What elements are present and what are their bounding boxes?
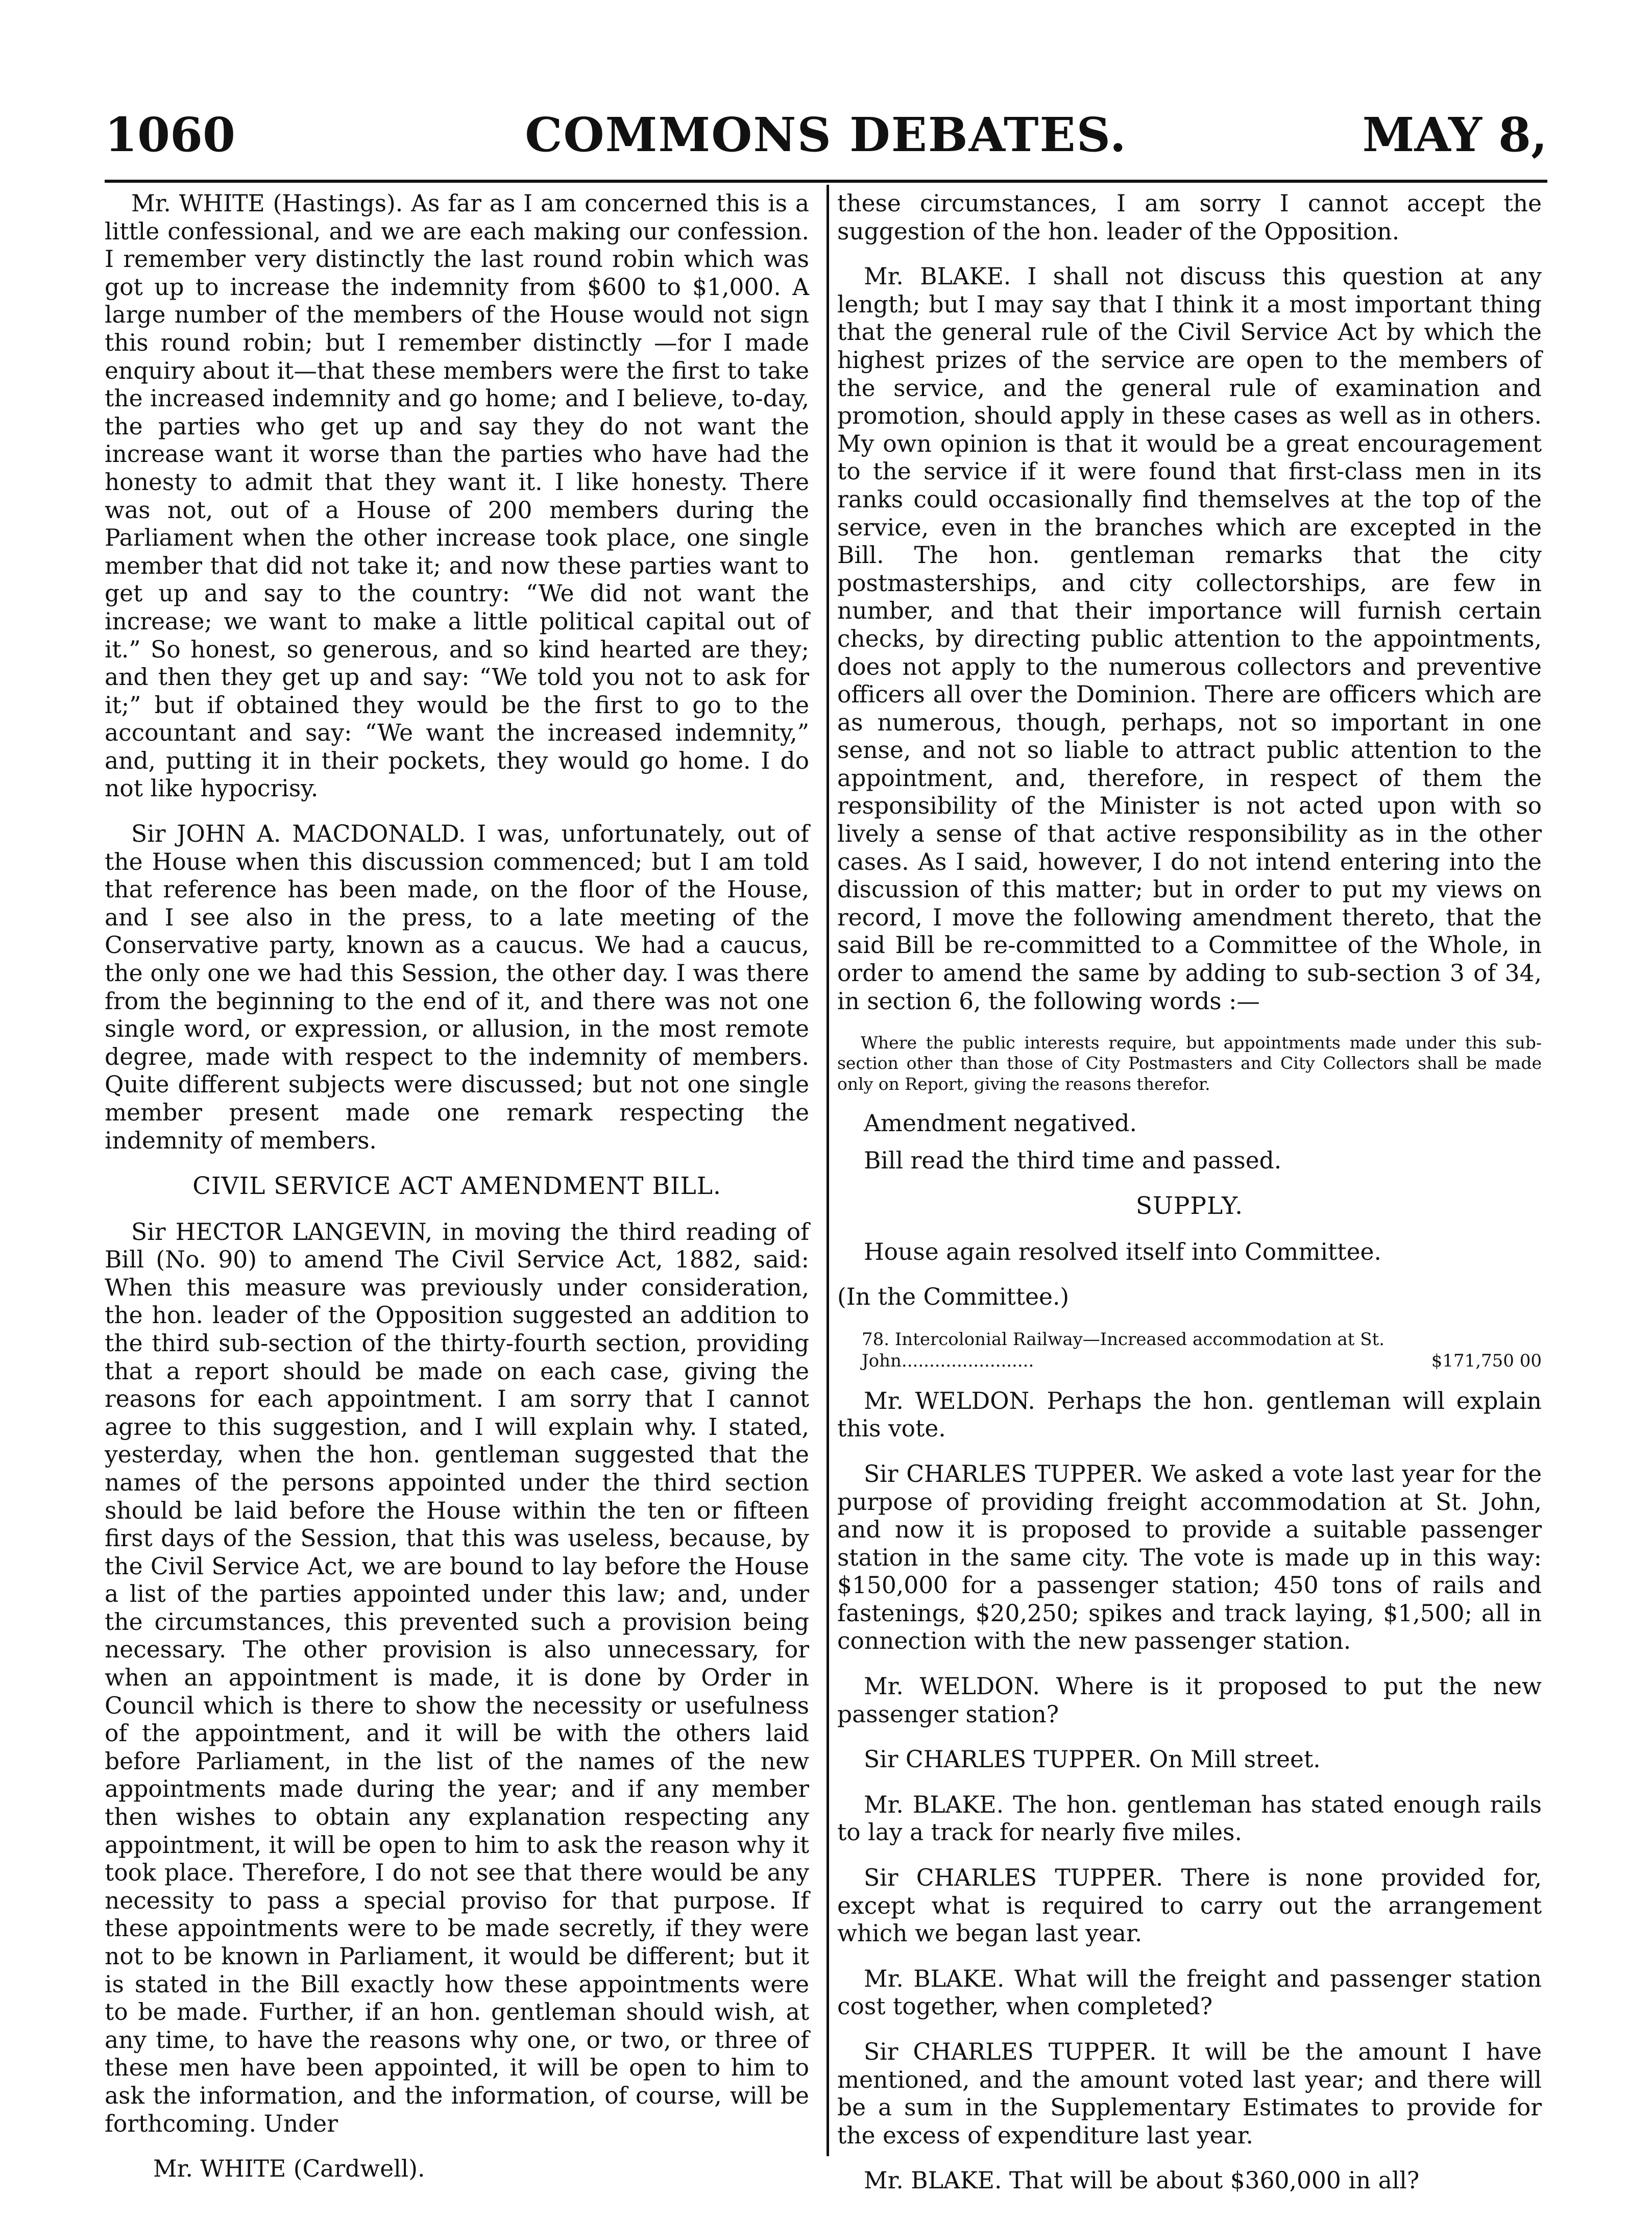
in-committee-note: (In the Committee.) — [837, 1283, 1070, 1311]
speech-macdonald: Sir JOHN A. MACDONALD. I was, unfortunately, out of the House when this discussion commenced; but I am told that reference has been made, on the floor of the House, and I see also in the press, to a late meeting of the Conservative party, known as a caucus. We had a caucus, the only one we had this Session, the other day. I was there from the beginning to the end of it, and there was not one single word, or expression, or allusion, in the most remote degree, made with respect to the indemnity of members. Quite different subjects were discussed; but not one single member present made one remark respecting the indemnity of members. — [105, 820, 809, 1154]
committee-note: House again resolved itself into Committee. — [864, 1238, 1381, 1265]
left-column — [105, 190, 809, 2183]
running-header — [105, 107, 1547, 168]
amendment-text: Where the public interests require, but appointments made under this sub-section other than those of City Postmasters and City Collectors shall be made only on Report, giving the reasons therefor. — [837, 1033, 1542, 1094]
right-column — [837, 190, 1542, 2212]
amendment-result: Amendment negatived. — [864, 1109, 1137, 1137]
speech-blake-1: Mr. BLAKE. The hon. gentleman has stated enough rails to lay a track for nearly five miles. — [837, 1791, 1542, 1846]
section-heading-supply: SUPPLY. — [1135, 1192, 1244, 1221]
vote-label: 78. Intercolonial Railway—Increased accommodation at St. John — [862, 1329, 1384, 1372]
column-divider — [827, 185, 829, 2156]
speech-tupper-2: Sir CHARLES TUPPER. On Mill street. — [864, 1746, 1321, 1773]
speech-weldon-1: Mr. WELDON. Perhaps the hon. gentleman will explain this vote. — [837, 1387, 1542, 1443]
header-rule — [105, 180, 1547, 183]
speech-blake-2: Mr. BLAKE. What will the freight and passenger station cost together, when completed? — [837, 1965, 1542, 2020]
speech-langevin: Sir HECTOR LANGEVIN, in moving the third reading of Bill (No. 90) to amend The Civil Service Act, 1882, said: When this measure was previously under consideration, the hon. leader of the Opposition suggested an addition to the third sub-section of the thirty-fourth section, providing that a report should be made on each case, giving the reasons for each appointment. I am sorry that I cannot agree to this suggestion, and I will explain why. I stated, yesterday, when the hon. gentleman suggested that the names of the persons appointed under the third section should be laid before the House within the ten or fifteen first days of the Session, that this was useless, because, by the Civil Service Act, we are bound to lay before the House a list of the parties appointed under this law; and, under the circumstances, this prevented such a provision being necessary. The other provision is also unnecessary, for when an appointment is made, it is done by Order in Council which is there to show the necessity or usefulness of the appointment, and it will be with the others laid before Parliament, in the list of the names of the new appointments made during the year; and if any member then wishes to obtain any explanation respecting any appointment, it will be open to him to ask the reason why it took place. Therefore, I do not see that there would be any necessity to pass a special proviso for that purpose. If these appointments were to be made secretly, if they were not to be known in Parliament, it would be different; but it is stated in the Bill exactly how these appointments were to be made. Further, if an hon. gentleman should wish, at any time, to have the reasons why one, or two, or three of these men have been appointed, it will be open to him to ask the information, and the information, of course, will be forthcoming. Under — [105, 1218, 809, 2137]
publication-title: COMMONS DEBATES. — [525, 107, 1127, 162]
vote-amount: $171,750 00 — [1431, 1351, 1542, 1372]
speech-blake-amendment: Mr. BLAKE. I shall not discuss this question at any length; but I may say that I think it a most important thing that the general rule of the Civil Service Act by which the highest prizes of the service are open to the members of the service, and the general rule of examination and promotion, should apply in these cases as well as in others. My own opinion is that it would be a great encouragement to the service if it were found that first-class men in its ranks could occasionally find themselves at the top of the service, even in the branches which are excepted in the Bill. The hon. gentleman remarks that the city postmasterships, and city collectorships, are few in number, and that their importance will furnish certain checks, by directing public attention to the appointments, does not apply to the numerous collectors and preventive officers all over the Dominion. There are officers which are as numerous, though, perhaps, not so important in one sense, and not so liable to attract public attention to the appointment, and, therefore, in respect of them the responsibility of the Minister is not acted upon with so lively a sense of that active responsibility as in the other cases. As I said, however, I do not intend entering into the discussion of this matter; but in order to put my views on record, I move the following amendment thereto, that the said Bill be re-committed to a Committee of the Whole, in order to amend the same by adding to sub-section 3 of 34, in section 6, the following words :— — [837, 263, 1542, 1015]
speech-white-hastings: Mr. WHITE (Hastings). As far as I am concerned this is a little confessional, and we are each making our confession. I remember very distinctly the last round robin which was got up to increase the indemnity from $600 to $1,000. A large number of the members of the House would not sign this round robin; but I remember distinctly —for I made enquiry about it—that these members were the first to take the increased indemnity and go home; and I believe, to-day, the parties who get up and say they do not want the increase want it worse than the parties who have had the honesty to admit that they want it. I like honesty. There was not, out of a House of 200 members during the Parliament when the other increase took place, one single member that did not take it; and now these parties want to get up and say to the country: “We did not want the increase; we want to make a little political capital out of it.” So honest, so generous, and so kind hearted are they; and then they get up and say: “We told you not to ask for it;” but if obtained they would be the first to go to the accountant and say: “We want the increased indemnity,” and, putting it in their pockets, they would go home. I do not like hypocrisy. — [105, 190, 809, 802]
speech-weldon-2: Mr. WELDON. Where is it proposed to put the new passenger station? — [837, 1673, 1542, 1728]
speech-blake-3: Mr. BLAKE. That will be about $360,000 in all? — [864, 2167, 1420, 2194]
speech-tupper-4: Sir CHARLES TUPPER. It will be the amount I have mentioned, and the amount voted last year; and there will be a sum in the Supplementary Estimates to provide for the excess of expenditure last year. — [837, 2038, 1542, 2149]
speech-tupper-1: Sir CHARLES TUPPER. We asked a vote last year for the purpose of providing freight accommodation at St. John, and now it is proposed to provide a suitable passenger station in the same city. The vote is made up in this way: $150,000 for a passenger station; 450 tons of rails and fastenings, $20,250; spikes and track laying, $1,500; all in connection with the new passenger station. — [837, 1460, 1542, 1655]
speech-langevin-continued: these circumstances, I am sorry I cannot accept the suggestion of the hon. leader of the Opposition. — [837, 190, 1542, 245]
section-heading-civil-service: CIVIL SERVICE ACT AMENDMENT BILL. — [192, 1172, 721, 1201]
header-date: MAY 8, — [1362, 107, 1547, 162]
supply-vote-item: 78. Intercolonial Railway—Increased accommodation at St. John........................ $171,750 00 — [862, 1329, 1542, 1372]
page-number: 1060 — [105, 107, 236, 162]
page-footer-note: Mr. WHITE (Cardwell). — [153, 2155, 425, 2183]
third-reading-result: Bill read the third time and passed. — [864, 1146, 1282, 1174]
speech-tupper-3: Sir CHARLES TUPPER. There is none provided for, except what is required to carry out the arrangement which we began last year. — [837, 1864, 1542, 1947]
